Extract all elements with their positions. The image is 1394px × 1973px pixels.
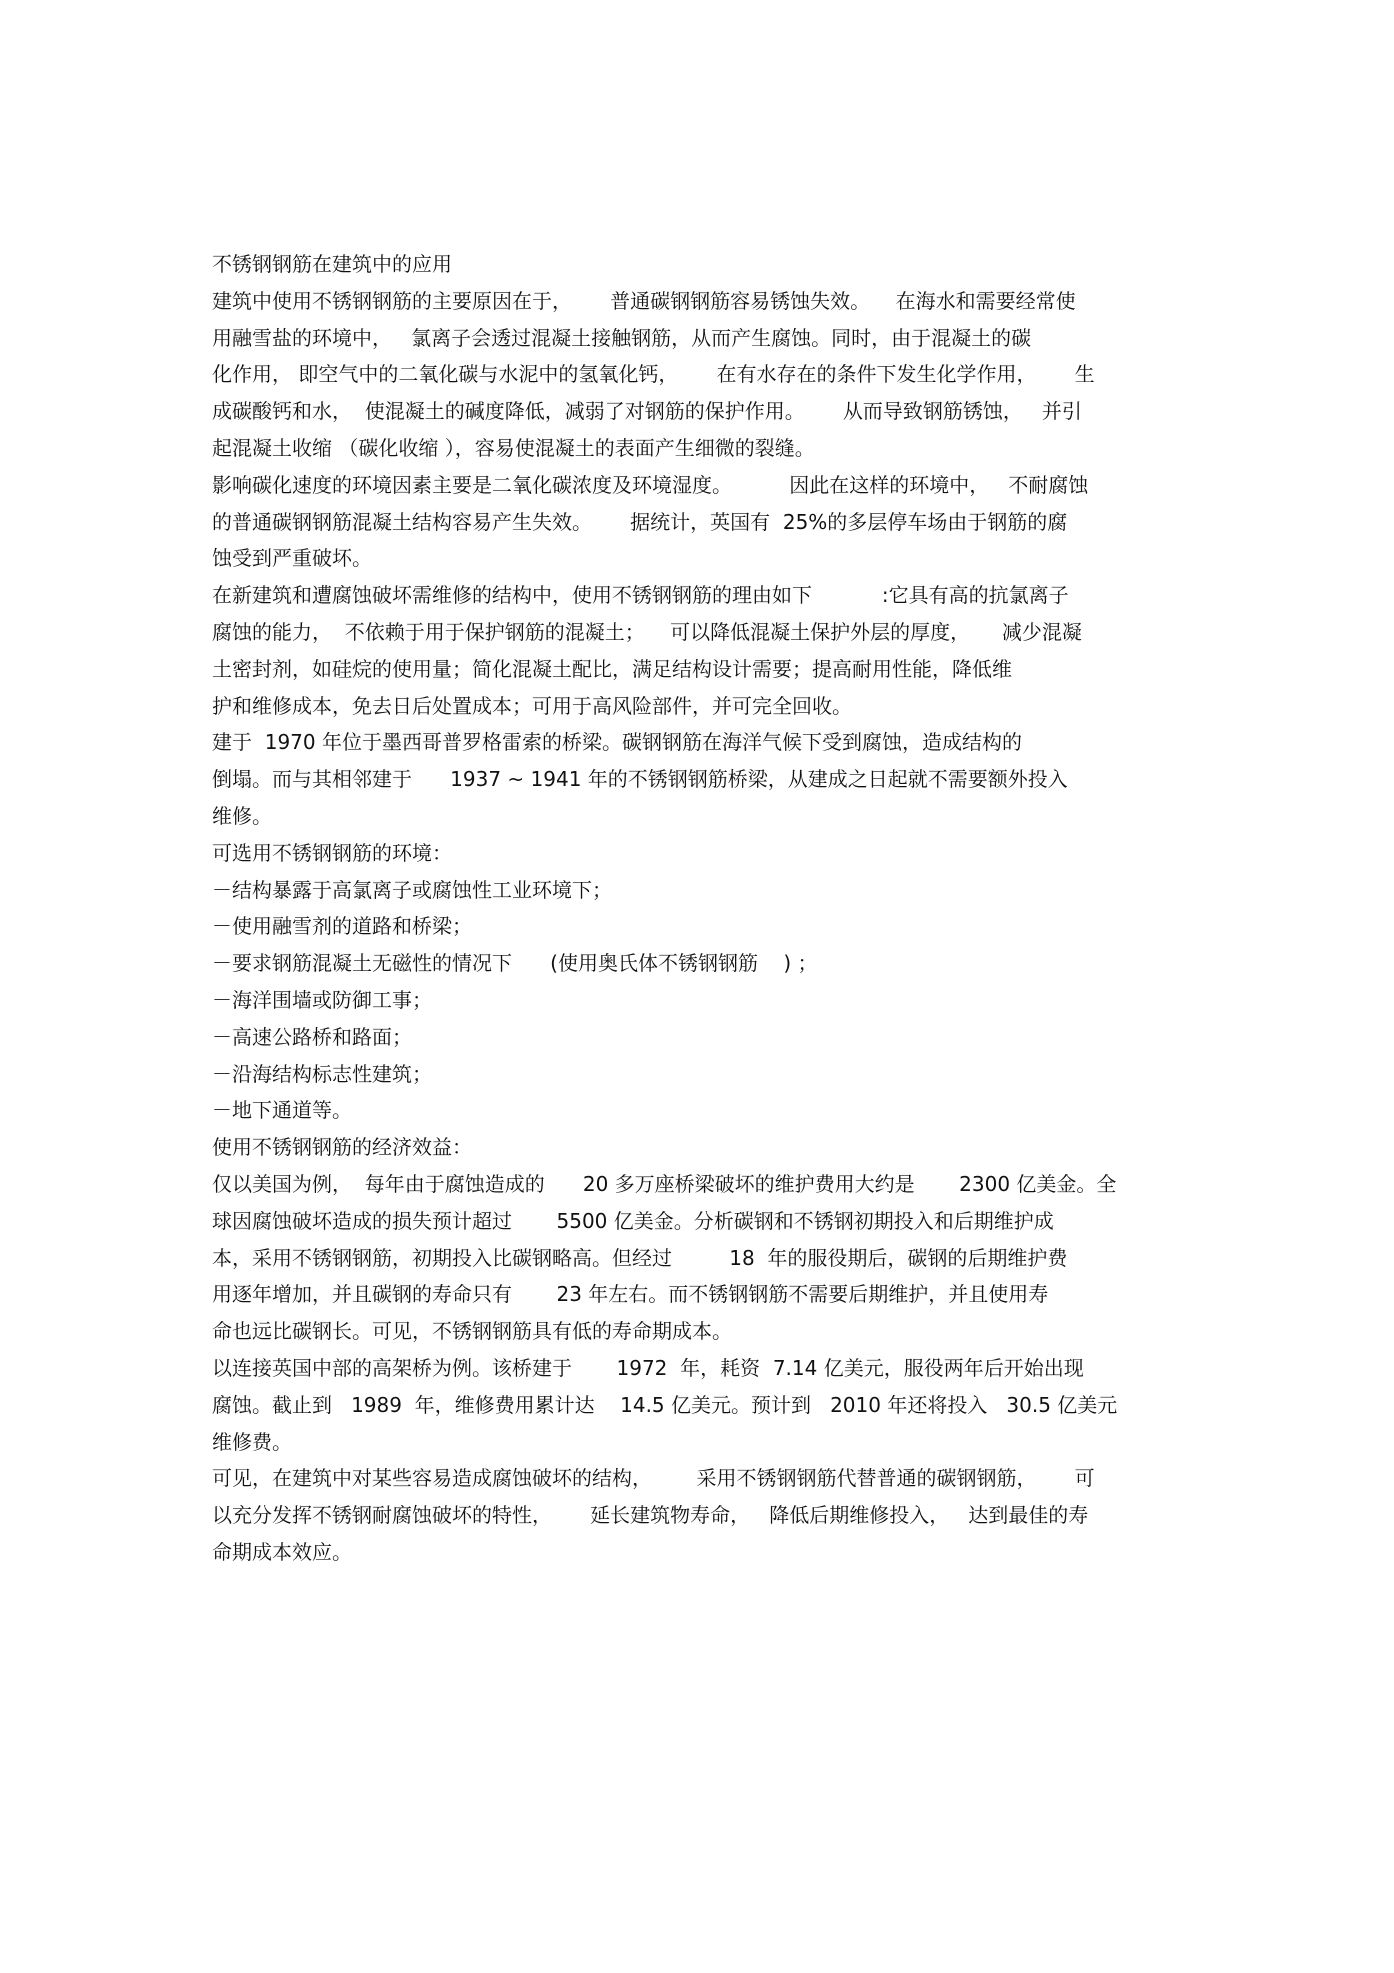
list-item: －结构暴露于高氯离子或腐蚀性工业环境下；: [212, 877, 612, 902]
list-item: －高速公路桥和路面；: [212, 1024, 412, 1049]
text-line: 球因腐蚀破坏造成的损失预计超过 5500 亿美金。分析碳钢和不锈钢初期投入和后期维护成: [212, 1208, 1054, 1233]
list-item: －地下通道等。: [212, 1098, 352, 1123]
text-line: 命也远比碳钢长。可见，不锈钢钢筋具有低的寿命期成本。: [212, 1319, 732, 1344]
text-line: 用融雪盐的环境中， 氯离子会透过混凝土接触钢筋，从而产生腐蚀。同时，由于混凝土的碳: [212, 325, 1032, 350]
text-line: 用逐年增加，并且碳钢的寿命只有 23 年左右。而不锈钢钢筋不需要后期维护，并且使用寿: [212, 1282, 1049, 1307]
text-line: 以充分发挥不锈钢耐腐蚀破坏的特性， 延长建筑物寿命， 降低后期维修投入， 达到最佳的寿: [212, 1503, 1089, 1528]
text-line: 本，采用不锈钢钢筋，初期投入比碳钢略高。但经过 18 年的服役期后，碳钢的后期维护费: [212, 1245, 1068, 1270]
text-line: 蚀受到严重破坏。: [212, 546, 372, 571]
text-line: 可见，在建筑中对某些容易造成腐蚀破坏的结构， 采用不锈钢钢筋代替普通的碳钢钢筋， 可: [212, 1466, 1095, 1491]
text-line: 仅以美国为例， 每年由于腐蚀造成的 20 多万座桥梁破坏的维护费用大约是 2300 亿美金。全: [212, 1171, 1117, 1196]
text-line: 使用不锈钢钢筋的经济效益：: [212, 1135, 472, 1160]
text-line: 在新建筑和遭腐蚀破坏需维修的结构中，使用不锈钢钢筋的理由如下 :它具有高的抗氯离子: [212, 583, 1069, 608]
list-item: －海洋围墙或防御工事；: [212, 987, 432, 1012]
document-body: [212, 246, 1202, 1571]
text-line: 起混凝土收缩 （碳化收缩 ），容易使混凝土的表面产生细微的裂缝。: [212, 435, 815, 460]
text-line: 化作用， 即空气中的二氧化碳与水泥中的氢氧化钙， 在有水存在的条件下发生化学作用， 生: [212, 362, 1095, 387]
list-item: －要求钢筋混凝土无磁性的情况下 (使用奥氏体不锈钢钢筋 ) ；: [212, 951, 818, 976]
text-line: 命期成本效应。: [212, 1539, 352, 1564]
text-line: 成碳酸钙和水， 使混凝土的碱度降低，减弱了对钢筋的保护作用。 从而导致钢筋锈蚀， 并引: [212, 399, 1082, 424]
list-item: －沿海结构标志性建筑；: [212, 1061, 432, 1086]
text-line: 可选用不锈钢钢筋的环境：: [212, 840, 452, 865]
text-line: 维修。: [212, 803, 272, 828]
list-item: －使用融雪剂的道路和桥梁；: [212, 914, 472, 939]
text-line: 倒塌。而与其相邻建于 1937 ~ 1941 年的不锈钢钢筋桥梁，从建成之日起就不需要额外投入: [212, 767, 1068, 792]
text-line: 腐蚀的能力， 不依赖于用于保护钢筋的混凝土； 可以降低混凝土保护外层的厚度， 减少混凝: [212, 619, 1082, 644]
text-line: 腐蚀。截止到 1989 年，维修费用累计达 14.5 亿美元。预计到 2010 年还将投入 30.5 亿美元: [212, 1392, 1118, 1417]
text-line: 影响碳化速度的环境因素主要是二氧化碳浓度及环境湿度。 因此在这样的环境中， 不耐腐蚀: [212, 472, 1089, 497]
text-line: 的普通碳钢钢筋混凝土结构容易产生失效。 据统计，英国有 25%的多层停车场由于钢筋的腐: [212, 509, 1068, 534]
text-line: 护和维修成本，免去日后处置成本；可用于高风险部件，并可完全回收。: [212, 693, 852, 718]
document-title: 不锈钢钢筋在建筑中的应用: [212, 252, 452, 276]
text-line: 土密封剂，如硅烷的使用量；简化混凝土配比，满足结构设计需要；提高耐用性能，降低维: [212, 656, 1012, 681]
text-line: 建于 1970 年位于墨西哥普罗格雷索的桥梁。碳钢钢筋在海洋气候下受到腐蚀，造成结构的: [212, 730, 1022, 755]
text-line: 维修费。: [212, 1429, 292, 1454]
text-line: 建筑中使用不锈钢钢筋的主要原因在于， 普通碳钢钢筋容易锈蚀失效。 在海水和需要经常使: [212, 288, 1076, 313]
text-line: 以连接英国中部的高架桥为例。该桥建于 1972 年，耗资 7.14 亿美元，服役两年后开始出现: [212, 1355, 1084, 1380]
